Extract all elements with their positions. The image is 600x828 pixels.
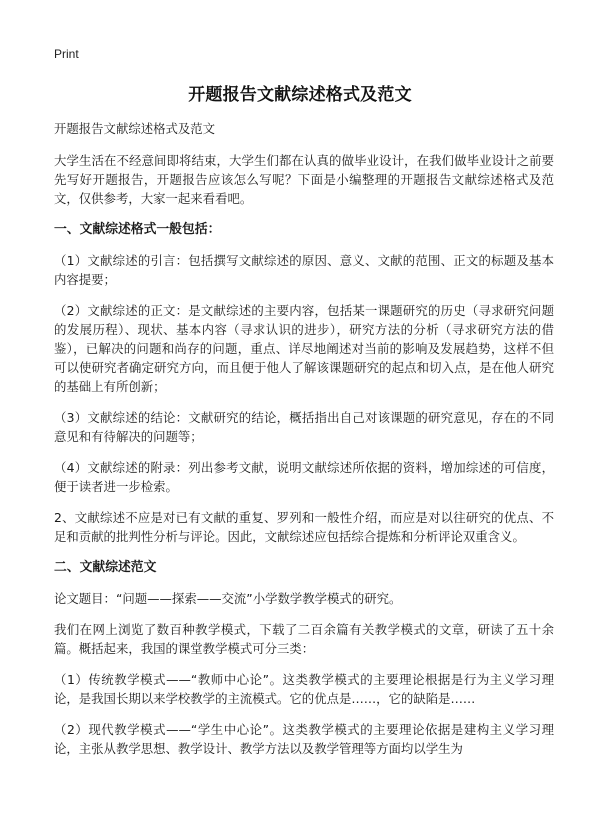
section-1-item-1: （1）文献综述的引言：包括撰写文献综述的原因、意义、文献的范围、正文的标题及基本内容提要； <box>54 253 554 287</box>
print-link[interactable]: Print <box>54 47 79 61</box>
document-title: 开题报告文献综述格式及范文 <box>188 85 412 105</box>
section-2-item-4: （2）现代教学模式——“学生中心论”。这类教学模式的主要理论依据是建构主义学习理论，主张从教学思想、教学设计、教学方法以及教学管理等方面均以学生为 <box>54 722 554 756</box>
section-1-item-5: 2、文献综述不应是对已有文献的重复、罗列和一般性介绍，而应是对以往研究的优点、不足和贡献的批判性分析与评论。因此，文献综述应包括综合提炼和分析评论双重含义。 <box>54 510 554 544</box>
section-2-heading: 二、文献综述范文 <box>54 560 157 575</box>
section-1-item-2: （2）文献综述的正文：是文献综述的主要内容，包括某一课题研究的历史（寻求研究问题的发展历程）、现状、基本内容（寻求认识的进步），研究方法的分析（寻求研究方法的借鉴），已解决的问题和尚存的问题，重点、详尽地阐述对当前的影响及发展趋势，这样不但可以使研究者确定研究方向，而且便于他人了解该课题研究的起点和切入点，是在他人研究的基础上有所创新； <box>54 303 554 394</box>
section-1-item-4: （4）文献综述的附录：列出参考文献，说明文献综述所依据的资料，增加综述的可信度，便于读者进一步检索。 <box>54 460 554 494</box>
section-1-item-3: （3）文献综述的结论：文献研究的结论，概括指出自己对该课题的研究意见，存在的不同意见和有待解决的问题等； <box>54 410 554 444</box>
section-2-item-2: 我们在网上浏览了数百种教学模式，下载了二百余篇有关教学模式的文章，研读了五十余篇。概括起来，我国的课堂教学模式可分三类： <box>54 622 554 656</box>
document-subtitle: 开题报告文献综述格式及范文 <box>54 121 216 136</box>
section-2-item-3: （1）传统教学模式——“教师中心论”。这类教学模式的主要理论根据是行为主义学习理论，是我国长期以来学校教学的主流模式。它的优点是……，它的缺陷是…… <box>54 672 554 706</box>
document-body <box>54 119 554 770</box>
section-2-item-1: 论文题目：“问题——探索——交流”小学数学教学模式的研究。 <box>54 591 402 606</box>
intro-paragraph: 大学生活在不经意间即将结束，大学生们都在认真的做毕业设计，在我们做毕业设计之前要先写好开题报告，开题报告应该怎么写呢？下面是小编整理的开题报告文献综述格式及范文，仅供参考，大家一起来看看吧。 <box>54 153 554 206</box>
section-1-heading: 一、文献综述格式一般包括： <box>54 222 221 237</box>
